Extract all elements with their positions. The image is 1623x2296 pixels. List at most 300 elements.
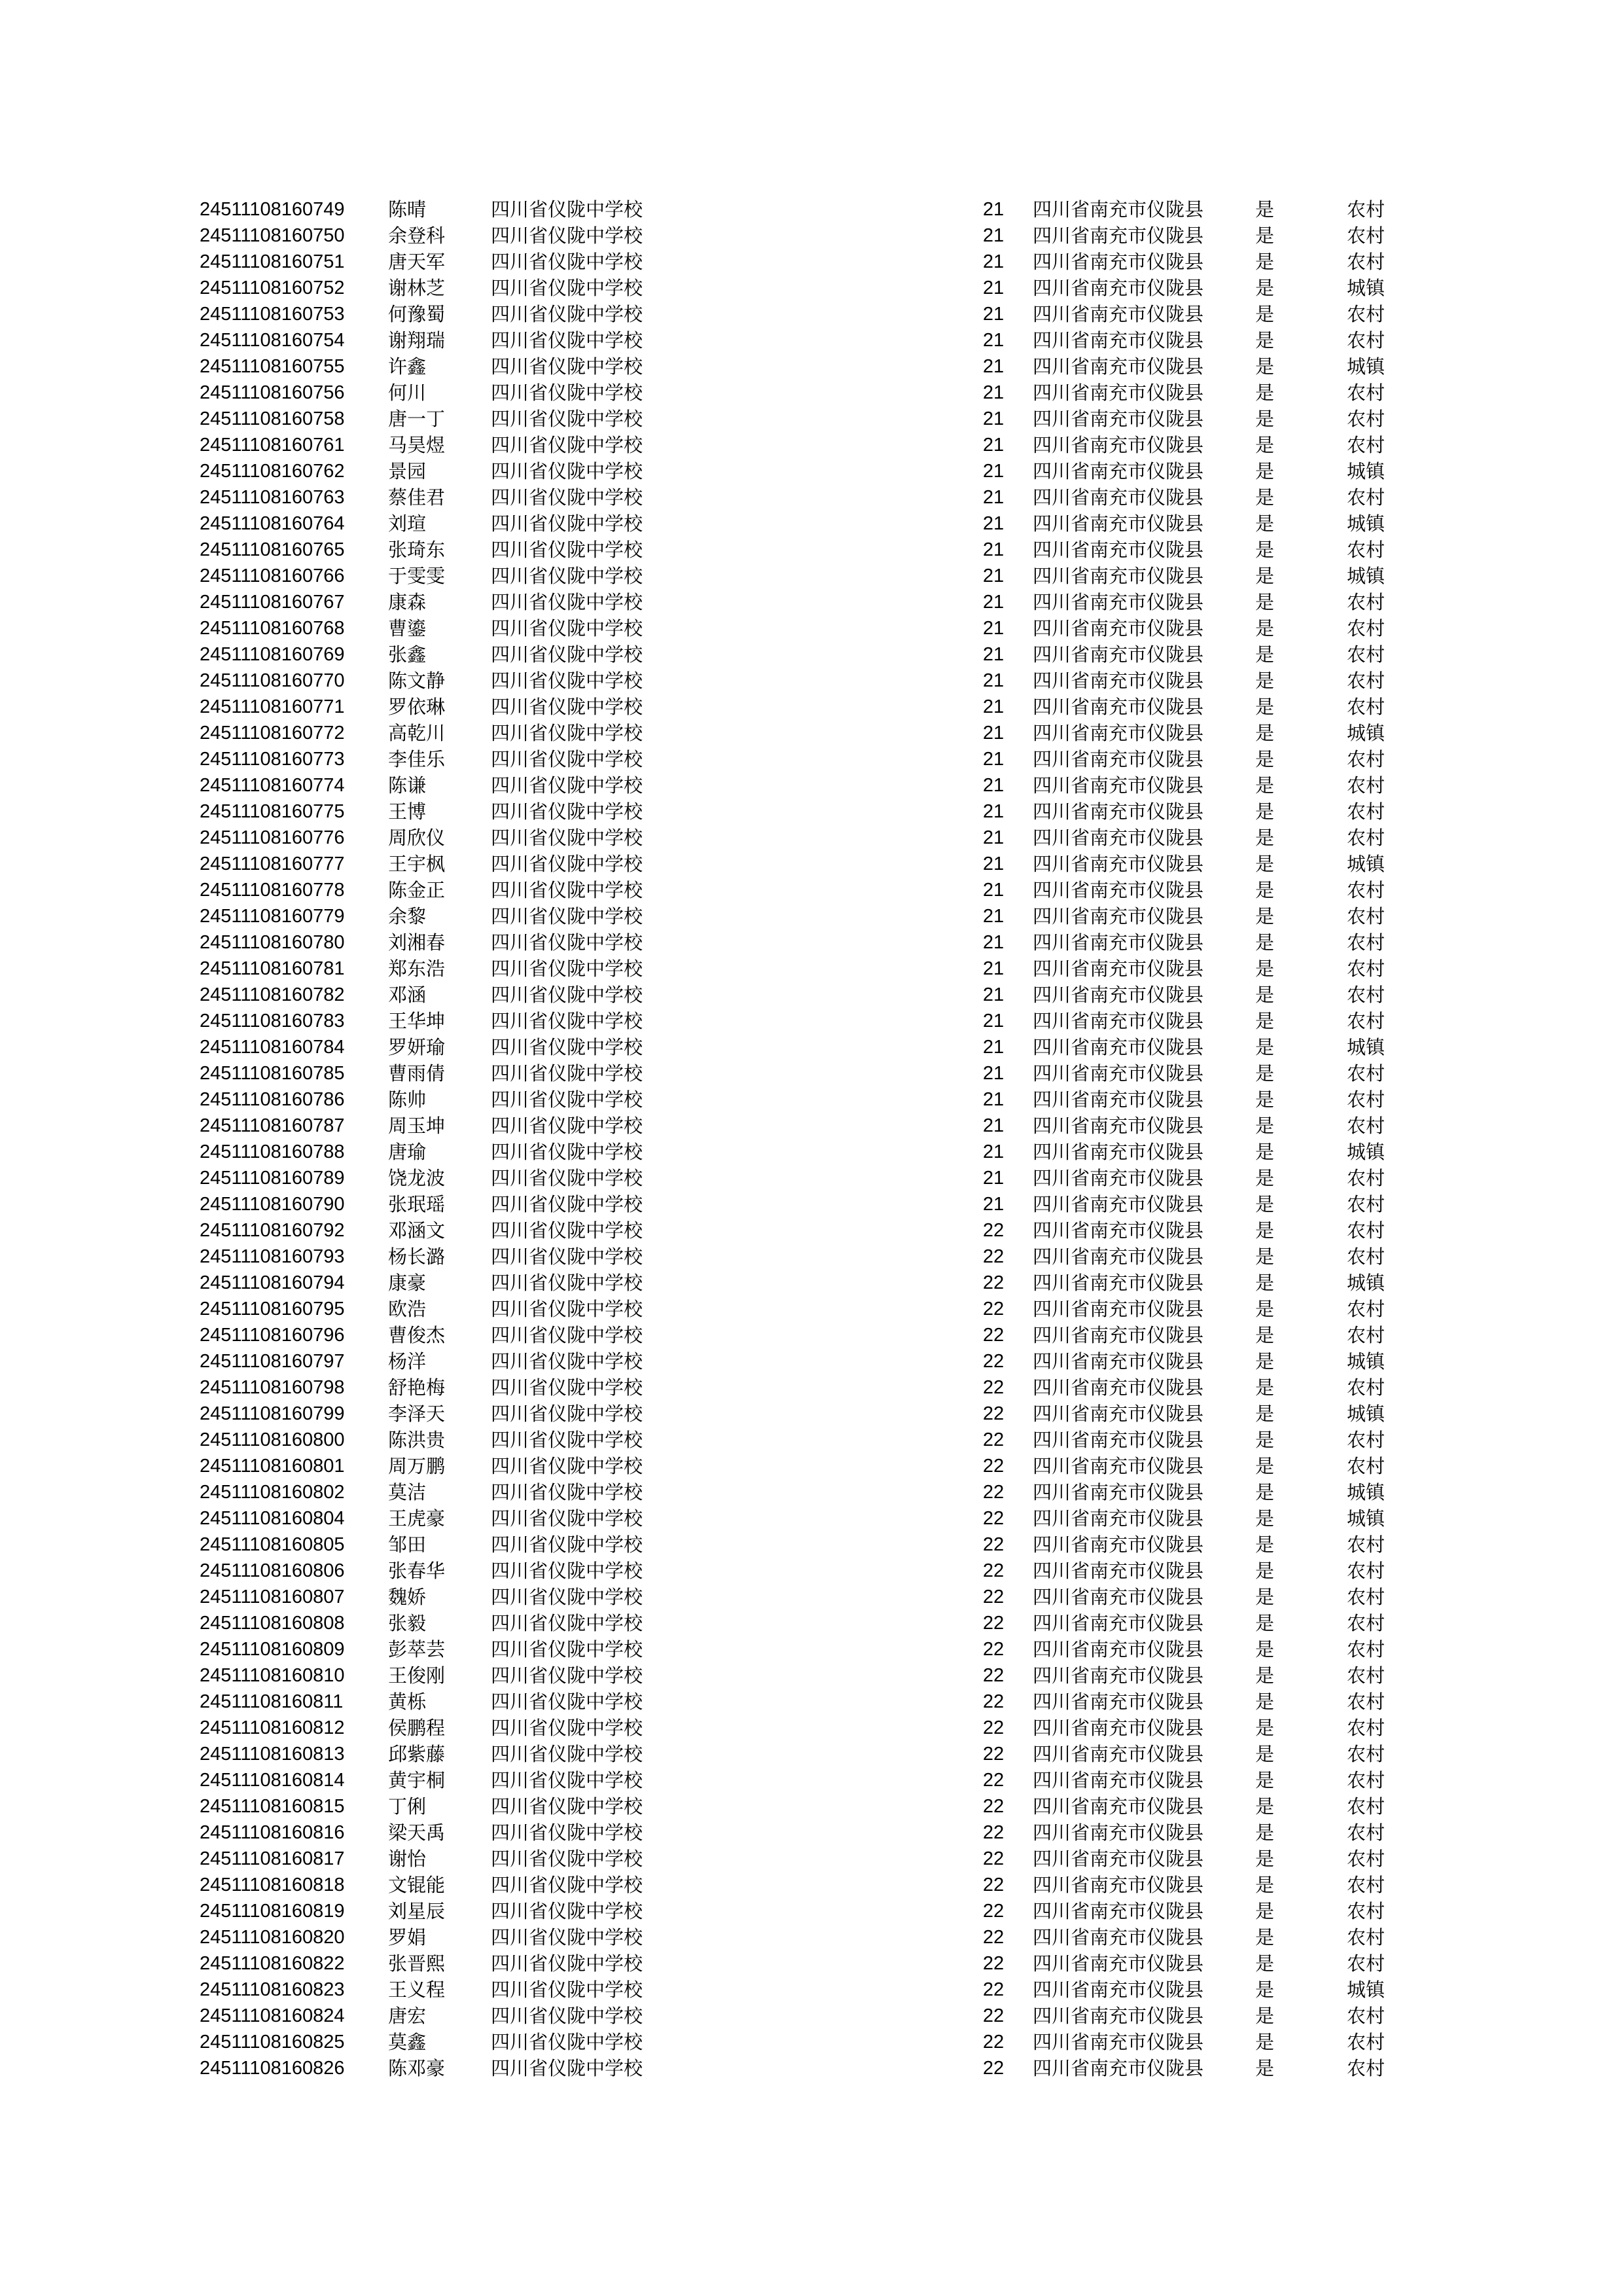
school-cell: 四川省仪陇中学校 bbox=[491, 1638, 643, 1660]
student-id-cell: 24511108160755 bbox=[200, 356, 345, 377]
area-type-cell: 农村 bbox=[1347, 251, 1385, 273]
table-row bbox=[0, 249, 1623, 275]
table-row bbox=[0, 1872, 1623, 1898]
age-cell: 22 bbox=[982, 1848, 1005, 1869]
flag-cell: 是 bbox=[1255, 1350, 1275, 1372]
location-cell: 四川省南充市仪陇县 bbox=[1033, 1062, 1204, 1085]
student-name-cell: 饶龙波 bbox=[388, 1167, 446, 1189]
table-row bbox=[0, 196, 1623, 223]
student-name-cell: 莫鑫 bbox=[388, 2031, 427, 2053]
age-cell: 21 bbox=[982, 330, 1005, 351]
student-name-cell: 陈洪贵 bbox=[388, 1429, 446, 1451]
school-cell: 四川省仪陇中学校 bbox=[491, 853, 643, 875]
school-cell: 四川省仪陇中学校 bbox=[491, 1403, 643, 1425]
table-row bbox=[0, 1217, 1623, 1244]
location-cell: 四川省南充市仪陇县 bbox=[1033, 1952, 1204, 1975]
student-name-cell: 郑东浩 bbox=[388, 958, 446, 980]
table-row bbox=[0, 1401, 1623, 1427]
table-row bbox=[0, 327, 1623, 353]
student-id-cell: 24511108160752 bbox=[200, 278, 345, 298]
flag-cell: 是 bbox=[1255, 1534, 1275, 1556]
location-cell: 四川省南充市仪陇县 bbox=[1033, 748, 1204, 770]
school-cell: 四川省仪陇中学校 bbox=[491, 1691, 643, 1713]
student-id-cell: 24511108160813 bbox=[200, 1744, 345, 1765]
table-row bbox=[0, 1139, 1623, 1165]
location-cell: 四川省南充市仪陇县 bbox=[1033, 1769, 1204, 1791]
student-name-cell: 杨长潞 bbox=[388, 1246, 446, 1268]
student-name-cell: 罗妍瑜 bbox=[388, 1036, 446, 1058]
age-cell: 21 bbox=[982, 565, 1005, 586]
table-row bbox=[0, 1191, 1623, 1217]
flag-cell: 是 bbox=[1255, 1246, 1275, 1268]
area-type-cell: 农村 bbox=[1347, 1821, 1385, 1844]
school-cell: 四川省仪陇中学校 bbox=[491, 1088, 643, 1111]
flag-cell: 是 bbox=[1255, 2031, 1275, 2053]
area-type-cell: 农村 bbox=[1347, 1874, 1385, 1896]
flag-cell: 是 bbox=[1255, 1507, 1275, 1530]
student-name-cell: 陈晴 bbox=[388, 198, 427, 221]
student-id-cell: 24511108160814 bbox=[200, 1770, 345, 1791]
age-cell: 21 bbox=[982, 539, 1005, 560]
flag-cell: 是 bbox=[1255, 800, 1275, 823]
location-cell: 四川省南充市仪陇县 bbox=[1033, 1298, 1204, 1320]
student-id-cell: 24511108160770 bbox=[200, 670, 345, 691]
student-id-cell: 24511108160772 bbox=[200, 723, 345, 744]
student-id-cell: 24511108160816 bbox=[200, 1822, 345, 1843]
student-id-cell: 24511108160779 bbox=[200, 906, 345, 927]
age-cell: 21 bbox=[982, 435, 1005, 456]
location-cell: 四川省南充市仪陇县 bbox=[1033, 1272, 1204, 1294]
student-name-cell: 李泽天 bbox=[388, 1403, 446, 1425]
student-name-cell: 高乾川 bbox=[388, 722, 446, 744]
location-cell: 四川省南充市仪陇县 bbox=[1033, 1088, 1204, 1111]
student-id-cell: 24511108160825 bbox=[200, 2032, 345, 2053]
student-id-cell: 24511108160793 bbox=[200, 1246, 345, 1267]
student-name-cell: 黄宇桐 bbox=[388, 1769, 446, 1791]
school-cell: 四川省仪陇中学校 bbox=[491, 643, 643, 666]
school-cell: 四川省仪陇中学校 bbox=[491, 251, 643, 273]
location-cell: 四川省南充市仪陇县 bbox=[1033, 931, 1204, 954]
area-type-cell: 城镇 bbox=[1347, 1036, 1385, 1058]
flag-cell: 是 bbox=[1255, 1612, 1275, 1634]
student-id-cell: 24511108160768 bbox=[200, 618, 345, 639]
location-cell: 四川省南充市仪陇县 bbox=[1033, 1717, 1204, 1739]
student-id-cell: 24511108160782 bbox=[200, 984, 345, 1005]
student-id-cell: 24511108160797 bbox=[200, 1351, 345, 1372]
table-row bbox=[0, 1348, 1623, 1374]
flag-cell: 是 bbox=[1255, 565, 1275, 587]
table-row bbox=[0, 746, 1623, 772]
student-name-cell: 唐一丁 bbox=[388, 408, 446, 430]
school-cell: 四川省仪陇中学校 bbox=[491, 1010, 643, 1032]
table-row bbox=[0, 1767, 1623, 1793]
location-cell: 四川省南充市仪陇县 bbox=[1033, 905, 1204, 927]
student-name-cell: 王虎豪 bbox=[388, 1507, 446, 1530]
student-id-cell: 24511108160812 bbox=[200, 1717, 345, 1738]
area-type-cell: 农村 bbox=[1347, 486, 1385, 509]
school-cell: 四川省仪陇中学校 bbox=[491, 827, 643, 849]
age-cell: 21 bbox=[982, 827, 1005, 848]
student-name-cell: 景园 bbox=[388, 460, 427, 482]
age-cell: 21 bbox=[982, 199, 1005, 220]
table-row bbox=[0, 1532, 1623, 1558]
student-id-cell: 24511108160805 bbox=[200, 1534, 345, 1555]
table-row bbox=[0, 223, 1623, 249]
student-id-cell: 24511108160790 bbox=[200, 1194, 345, 1215]
area-type-cell: 农村 bbox=[1347, 434, 1385, 456]
student-name-cell: 陈文静 bbox=[388, 670, 446, 692]
flag-cell: 是 bbox=[1255, 1219, 1275, 1242]
location-cell: 四川省南充市仪陇县 bbox=[1033, 1350, 1204, 1372]
student-name-cell: 刘星辰 bbox=[388, 1900, 446, 1922]
age-cell: 22 bbox=[982, 1351, 1005, 1372]
flag-cell: 是 bbox=[1255, 1900, 1275, 1922]
location-cell: 四川省南充市仪陇县 bbox=[1033, 1507, 1204, 1530]
school-cell: 四川省仪陇中学校 bbox=[491, 1376, 643, 1399]
table-row bbox=[0, 1898, 1623, 1924]
flag-cell: 是 bbox=[1255, 2005, 1275, 2027]
location-cell: 四川省南充市仪陇县 bbox=[1033, 722, 1204, 744]
student-id-cell: 24511108160761 bbox=[200, 435, 345, 456]
flag-cell: 是 bbox=[1255, 1167, 1275, 1189]
student-name-cell: 余黎 bbox=[388, 905, 427, 927]
flag-cell: 是 bbox=[1255, 1115, 1275, 1137]
age-cell: 21 bbox=[982, 670, 1005, 691]
flag-cell: 是 bbox=[1255, 1848, 1275, 1870]
student-id-cell: 24511108160788 bbox=[200, 1141, 345, 1162]
school-cell: 四川省仪陇中学校 bbox=[491, 1350, 643, 1372]
student-name-cell: 王宇枫 bbox=[388, 853, 446, 875]
table-row bbox=[0, 877, 1623, 903]
school-cell: 四川省仪陇中学校 bbox=[491, 591, 643, 613]
area-type-cell: 农村 bbox=[1347, 539, 1385, 561]
school-cell: 四川省仪陇中学校 bbox=[491, 303, 643, 325]
location-cell: 四川省南充市仪陇县 bbox=[1033, 2057, 1204, 2079]
flag-cell: 是 bbox=[1255, 696, 1275, 718]
area-type-cell: 农村 bbox=[1347, 1193, 1385, 1215]
area-type-cell: 农村 bbox=[1347, 1088, 1385, 1111]
flag-cell: 是 bbox=[1255, 434, 1275, 456]
location-cell: 四川省南充市仪陇县 bbox=[1033, 408, 1204, 430]
student-id-cell: 24511108160792 bbox=[200, 1220, 345, 1241]
student-name-cell: 张鑫 bbox=[388, 643, 427, 666]
school-cell: 四川省仪陇中学校 bbox=[491, 722, 643, 744]
area-type-cell: 农村 bbox=[1347, 1900, 1385, 1922]
student-id-cell: 24511108160763 bbox=[200, 487, 345, 508]
student-id-cell: 24511108160767 bbox=[200, 592, 345, 613]
age-cell: 22 bbox=[982, 1560, 1005, 1581]
area-type-cell: 城镇 bbox=[1347, 1272, 1385, 1294]
table-row bbox=[0, 1584, 1623, 1610]
student-id-cell: 24511108160776 bbox=[200, 827, 345, 848]
location-cell: 四川省南充市仪陇县 bbox=[1033, 1612, 1204, 1634]
location-cell: 四川省南充市仪陇县 bbox=[1033, 1429, 1204, 1451]
flag-cell: 是 bbox=[1255, 1795, 1275, 1818]
student-id-cell: 24511108160826 bbox=[200, 2058, 345, 2079]
school-cell: 四川省仪陇中学校 bbox=[491, 565, 643, 587]
student-name-cell: 侯鹏程 bbox=[388, 1717, 446, 1739]
location-cell: 四川省南充市仪陇县 bbox=[1033, 1638, 1204, 1660]
flag-cell: 是 bbox=[1255, 774, 1275, 797]
school-cell: 四川省仪陇中学校 bbox=[491, 1743, 643, 1765]
student-name-cell: 唐宏 bbox=[388, 2005, 427, 2027]
area-type-cell: 农村 bbox=[1347, 1795, 1385, 1818]
age-cell: 21 bbox=[982, 1194, 1005, 1215]
table-row bbox=[0, 825, 1623, 851]
school-cell: 四川省仪陇中学校 bbox=[491, 696, 643, 718]
age-cell: 21 bbox=[982, 644, 1005, 665]
flag-cell: 是 bbox=[1255, 2057, 1275, 2079]
area-type-cell: 农村 bbox=[1347, 2005, 1385, 2027]
location-cell: 四川省南充市仪陇县 bbox=[1033, 382, 1204, 404]
school-cell: 四川省仪陇中学校 bbox=[491, 1821, 643, 1844]
school-cell: 四川省仪陇中学校 bbox=[491, 670, 643, 692]
student-name-cell: 王博 bbox=[388, 800, 427, 823]
school-cell: 四川省仪陇中学校 bbox=[491, 277, 643, 299]
school-cell: 四川省仪陇中学校 bbox=[491, 486, 643, 509]
student-name-cell: 梁天禹 bbox=[388, 1821, 446, 1844]
table-row bbox=[0, 2003, 1623, 2029]
flag-cell: 是 bbox=[1255, 1638, 1275, 1660]
student-name-cell: 罗依琳 bbox=[388, 696, 446, 718]
area-type-cell: 农村 bbox=[1347, 1246, 1385, 1268]
school-cell: 四川省仪陇中学校 bbox=[491, 224, 643, 247]
student-id-cell: 24511108160765 bbox=[200, 539, 345, 560]
flag-cell: 是 bbox=[1255, 827, 1275, 849]
student-id-cell: 24511108160817 bbox=[200, 1848, 345, 1869]
age-cell: 21 bbox=[982, 696, 1005, 717]
table-row bbox=[0, 772, 1623, 798]
age-cell: 21 bbox=[982, 592, 1005, 613]
area-type-cell: 城镇 bbox=[1347, 565, 1385, 587]
age-cell: 22 bbox=[982, 1482, 1005, 1503]
student-name-cell: 彭萃芸 bbox=[388, 1638, 446, 1660]
student-id-cell: 24511108160781 bbox=[200, 958, 345, 979]
age-cell: 22 bbox=[982, 1220, 1005, 1241]
student-name-cell: 魏娇 bbox=[388, 1586, 427, 1608]
student-id-cell: 24511108160798 bbox=[200, 1377, 345, 1398]
flag-cell: 是 bbox=[1255, 1298, 1275, 1320]
age-cell: 22 bbox=[982, 1796, 1005, 1817]
table-row bbox=[0, 1374, 1623, 1401]
student-id-cell: 24511108160786 bbox=[200, 1089, 345, 1110]
location-cell: 四川省南充市仪陇县 bbox=[1033, 1324, 1204, 1346]
flag-cell: 是 bbox=[1255, 1429, 1275, 1451]
student-id-cell: 24511108160801 bbox=[200, 1456, 345, 1477]
student-name-cell: 邱紫藤 bbox=[388, 1743, 446, 1765]
student-name-cell: 陈邓豪 bbox=[388, 2057, 446, 2079]
flag-cell: 是 bbox=[1255, 1324, 1275, 1346]
student-id-cell: 24511108160809 bbox=[200, 1639, 345, 1660]
location-cell: 四川省南充市仪陇县 bbox=[1033, 827, 1204, 849]
table-row bbox=[0, 929, 1623, 956]
student-name-cell: 邓涵文 bbox=[388, 1219, 446, 1242]
student-name-cell: 莫洁 bbox=[388, 1481, 427, 1503]
school-cell: 四川省仪陇中学校 bbox=[491, 1769, 643, 1791]
location-cell: 四川省南充市仪陇县 bbox=[1033, 670, 1204, 692]
school-cell: 四川省仪陇中学校 bbox=[491, 1115, 643, 1137]
age-cell: 21 bbox=[982, 932, 1005, 953]
location-cell: 四川省南充市仪陇县 bbox=[1033, 1743, 1204, 1765]
age-cell: 22 bbox=[982, 1534, 1005, 1555]
location-cell: 四川省南充市仪陇县 bbox=[1033, 486, 1204, 509]
student-name-cell: 康森 bbox=[388, 591, 427, 613]
age-cell: 22 bbox=[982, 1299, 1005, 1319]
school-cell: 四川省仪陇中学校 bbox=[491, 774, 643, 797]
age-cell: 22 bbox=[982, 1246, 1005, 1267]
location-cell: 四川省南充市仪陇县 bbox=[1033, 984, 1204, 1006]
student-id-cell: 24511108160815 bbox=[200, 1796, 345, 1817]
location-cell: 四川省南充市仪陇县 bbox=[1033, 1115, 1204, 1137]
flag-cell: 是 bbox=[1255, 905, 1275, 927]
flag-cell: 是 bbox=[1255, 251, 1275, 273]
location-cell: 四川省南充市仪陇县 bbox=[1033, 1979, 1204, 2001]
location-cell: 四川省南充市仪陇县 bbox=[1033, 1821, 1204, 1844]
age-cell: 21 bbox=[982, 880, 1005, 901]
area-type-cell: 农村 bbox=[1347, 879, 1385, 901]
location-cell: 四川省南充市仪陇县 bbox=[1033, 224, 1204, 247]
age-cell: 22 bbox=[982, 1901, 1005, 1922]
area-type-cell: 农村 bbox=[1347, 1743, 1385, 1765]
student-id-cell: 24511108160806 bbox=[200, 1560, 345, 1581]
table-row bbox=[0, 380, 1623, 406]
age-cell: 22 bbox=[982, 1377, 1005, 1398]
student-id-cell: 24511108160758 bbox=[200, 408, 345, 429]
area-type-cell: 农村 bbox=[1347, 1455, 1385, 1477]
age-cell: 21 bbox=[982, 723, 1005, 744]
student-name-cell: 黄栎 bbox=[388, 1691, 427, 1713]
area-type-cell: 农村 bbox=[1347, 1298, 1385, 1320]
student-id-cell: 24511108160810 bbox=[200, 1665, 345, 1686]
area-type-cell: 农村 bbox=[1347, 1848, 1385, 1870]
area-type-cell: 农村 bbox=[1347, 2031, 1385, 2053]
school-cell: 四川省仪陇中学校 bbox=[491, 617, 643, 639]
school-cell: 四川省仪陇中学校 bbox=[491, 984, 643, 1006]
table-row bbox=[0, 537, 1623, 563]
school-cell: 四川省仪陇中学校 bbox=[491, 1560, 643, 1582]
flag-cell: 是 bbox=[1255, 1272, 1275, 1294]
table-row bbox=[0, 851, 1623, 877]
flag-cell: 是 bbox=[1255, 643, 1275, 666]
table-row bbox=[0, 1741, 1623, 1767]
student-id-cell: 24511108160783 bbox=[200, 1011, 345, 1031]
location-cell: 四川省南充市仪陇县 bbox=[1033, 1664, 1204, 1687]
table-row bbox=[0, 458, 1623, 484]
student-name-cell: 张春华 bbox=[388, 1560, 446, 1582]
area-type-cell: 城镇 bbox=[1347, 853, 1385, 875]
student-id-cell: 24511108160769 bbox=[200, 644, 345, 665]
table-row bbox=[0, 353, 1623, 380]
flag-cell: 是 bbox=[1255, 1403, 1275, 1425]
flag-cell: 是 bbox=[1255, 879, 1275, 901]
location-cell: 四川省南充市仪陇县 bbox=[1033, 696, 1204, 718]
area-type-cell: 农村 bbox=[1347, 984, 1385, 1006]
location-cell: 四川省南充市仪陇县 bbox=[1033, 800, 1204, 823]
student-name-cell: 罗娟 bbox=[388, 1926, 427, 1948]
flag-cell: 是 bbox=[1255, 1874, 1275, 1896]
student-id-cell: 24511108160789 bbox=[200, 1168, 345, 1189]
age-cell: 22 bbox=[982, 2058, 1005, 2079]
flag-cell: 是 bbox=[1255, 1821, 1275, 1844]
student-id-cell: 24511108160762 bbox=[200, 461, 345, 482]
student-name-cell: 文锟能 bbox=[388, 1874, 446, 1896]
age-cell: 21 bbox=[982, 1011, 1005, 1031]
student-name-cell: 许鑫 bbox=[388, 355, 427, 378]
age-cell: 21 bbox=[982, 749, 1005, 770]
table-row bbox=[0, 1820, 1623, 1846]
student-id-cell: 24511108160753 bbox=[200, 304, 345, 325]
age-cell: 22 bbox=[982, 1953, 1005, 1974]
area-type-cell: 城镇 bbox=[1347, 722, 1385, 744]
age-cell: 21 bbox=[982, 278, 1005, 298]
area-type-cell: 农村 bbox=[1347, 1219, 1385, 1242]
flag-cell: 是 bbox=[1255, 355, 1275, 378]
age-cell: 22 bbox=[982, 1770, 1005, 1791]
school-cell: 四川省仪陇中学校 bbox=[491, 1717, 643, 1739]
table-row bbox=[0, 1322, 1623, 1348]
location-cell: 四川省南充市仪陇县 bbox=[1033, 1246, 1204, 1268]
school-cell: 四川省仪陇中学校 bbox=[491, 905, 643, 927]
student-id-cell: 24511108160823 bbox=[200, 1979, 345, 2000]
age-cell: 22 bbox=[982, 1325, 1005, 1346]
table-row bbox=[0, 1086, 1623, 1113]
table-row bbox=[0, 1662, 1623, 1689]
area-type-cell: 农村 bbox=[1347, 1429, 1385, 1451]
table-row bbox=[0, 1060, 1623, 1086]
student-name-cell: 杨洋 bbox=[388, 1350, 427, 1372]
table-row bbox=[0, 1479, 1623, 1505]
table-row bbox=[0, 956, 1623, 982]
age-cell: 22 bbox=[982, 1822, 1005, 1843]
area-type-cell: 农村 bbox=[1347, 1769, 1385, 1791]
age-cell: 21 bbox=[982, 487, 1005, 508]
school-cell: 四川省仪陇中学校 bbox=[491, 1455, 643, 1477]
school-cell: 四川省仪陇中学校 bbox=[491, 512, 643, 535]
table-row bbox=[0, 1244, 1623, 1270]
age-cell: 22 bbox=[982, 1613, 1005, 1634]
location-cell: 四川省南充市仪陇县 bbox=[1033, 355, 1204, 378]
school-cell: 四川省仪陇中学校 bbox=[491, 800, 643, 823]
student-name-cell: 张珉瑶 bbox=[388, 1193, 446, 1215]
location-cell: 四川省南充市仪陇县 bbox=[1033, 512, 1204, 535]
flag-cell: 是 bbox=[1255, 303, 1275, 325]
area-type-cell: 农村 bbox=[1347, 827, 1385, 849]
student-name-cell: 丁俐 bbox=[388, 1795, 427, 1818]
age-cell: 22 bbox=[982, 1717, 1005, 1738]
student-id-cell: 24511108160754 bbox=[200, 330, 345, 351]
school-cell: 四川省仪陇中学校 bbox=[491, 1979, 643, 2001]
student-id-cell: 24511108160784 bbox=[200, 1037, 345, 1058]
location-cell: 四川省南充市仪陇县 bbox=[1033, 1455, 1204, 1477]
student-id-cell: 24511108160802 bbox=[200, 1482, 345, 1503]
school-cell: 四川省仪陇中学校 bbox=[491, 355, 643, 378]
age-cell: 22 bbox=[982, 1979, 1005, 2000]
table-row bbox=[0, 1977, 1623, 2003]
student-id-cell: 24511108160822 bbox=[200, 1953, 345, 1974]
area-type-cell: 农村 bbox=[1347, 1691, 1385, 1713]
table-row bbox=[0, 1165, 1623, 1191]
student-name-cell: 何川 bbox=[388, 382, 427, 404]
school-cell: 四川省仪陇中学校 bbox=[491, 1874, 643, 1896]
age-cell: 21 bbox=[982, 984, 1005, 1005]
age-cell: 22 bbox=[982, 1403, 1005, 1424]
location-cell: 四川省南充市仪陇县 bbox=[1033, 539, 1204, 561]
student-id-cell: 24511108160819 bbox=[200, 1901, 345, 1922]
student-name-cell: 欧浩 bbox=[388, 1298, 427, 1320]
student-id-cell: 24511108160818 bbox=[200, 1874, 345, 1895]
table-row bbox=[0, 1453, 1623, 1479]
area-type-cell: 农村 bbox=[1347, 198, 1385, 221]
